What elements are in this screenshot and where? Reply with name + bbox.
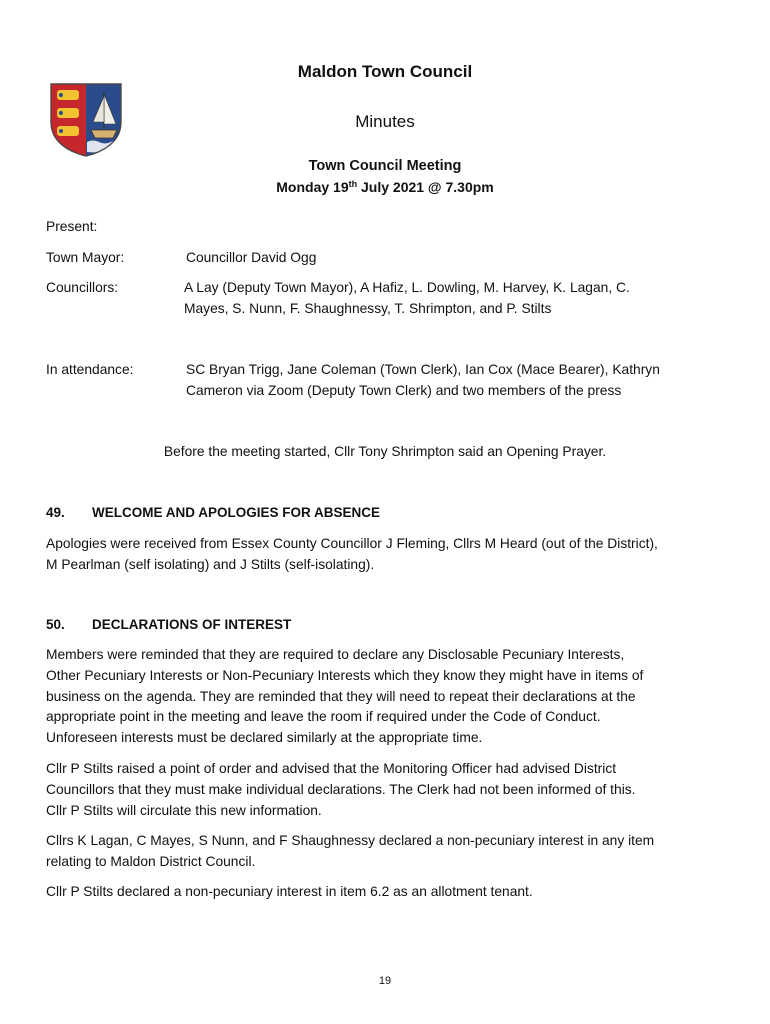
section-49-line: M Pearlman (self isolating) and J Stilts (self-isolating).: [46, 556, 375, 572]
section-49-number: 49.: [46, 505, 65, 520]
council-name: Maldon Town Council: [297, 62, 473, 81]
paragraph-line: Cllr P Stilts declared a non-pecuniary interest in item 6.2 as an allotment tenant.: [46, 884, 533, 899]
councillors-line-2: Mayes, S. Nunn, F. Shaughnessy, T. Shrimpton, and P. Stilts: [184, 301, 552, 316]
meeting-date: [0, 179, 770, 195]
document-type: Minutes: [355, 112, 415, 131]
paragraph-line: Unforeseen interests must be declared similarly at the appropriate time.: [46, 730, 483, 746]
meeting-date-rest: July 2021 @ 7.30pm: [357, 179, 494, 195]
in-attendance-line-1: SC Bryan Trigg, Jane Coleman (Town Clerk), Ian Cox (Mace Bearer), Kathryn: [186, 362, 660, 377]
section-50-number: 50.: [46, 617, 65, 632]
mayor-label: Town Mayor:: [46, 250, 125, 265]
paragraph-line: Cllrs K Lagan, C Mayes, S Nunn, and F Shaughnessy declared a non-pecuniary interest in any item: [46, 833, 655, 848]
paragraph-line: business on the agenda. They are reminded that they will need to repeat their declarations at the: [46, 688, 636, 704]
in-attendance-line-2: Cameron via Zoom (Deputy Town Clerk) and two members of the press: [186, 383, 622, 398]
section-49-title: WELCOME AND APOLOGIES FOR ABSENCE: [92, 505, 381, 520]
section-50-paragraph-2: [46, 759, 736, 821]
present-label: Present:: [46, 219, 98, 234]
meeting-date-prefix: Monday 19: [276, 179, 349, 195]
paragraph-line: Cllr P Stilts will circulate this new information.: [46, 802, 322, 818]
paragraph-line: relating to Maldon District Council.: [46, 853, 256, 869]
opening-prayer-note: Before the meeting started, Cllr Tony Shrimpton said an Opening Prayer.: [163, 444, 607, 459]
section-50-paragraph-3: [46, 831, 736, 873]
meeting-title: Town Council Meeting: [308, 158, 462, 174]
paragraph-line: Other Pecuniary Interests or Non-Pecuniary Interests which they know they might have in items of: [46, 667, 644, 683]
section-50-paragraph-1: [46, 645, 736, 749]
councillors-line-1: A Lay (Deputy Town Mayor), A Hafiz, L. Dowling, M. Harvey, K. Lagan, C.: [184, 280, 630, 295]
section-49-body: [46, 534, 736, 576]
meeting-date-ordinal: th: [348, 179, 358, 189]
councillors-label: Councillors:: [46, 280, 119, 295]
section-49-line: Apologies were received from Essex County Councillor J Fleming, Cllrs M Heard (out of the District),: [46, 536, 658, 551]
section-50-title: DECLARATIONS OF INTEREST: [92, 617, 292, 632]
paragraph-line: Councillors that they must make individual declarations. The Clerk had not been informed of this.: [46, 781, 636, 797]
in-attendance-label: In attendance:: [46, 362, 134, 377]
paragraph-line: Members were reminded that they are required to declare any Disclosable Pecuniary Interests,: [46, 647, 625, 662]
paragraph-line: Cllr P Stilts raised a point of order and advised that the Monitoring Officer had advised District: [46, 761, 617, 776]
mayor-value: Councillor David Ogg: [186, 250, 317, 265]
section-50-paragraph-4: [46, 882, 736, 903]
page-number: 19: [378, 975, 392, 987]
paragraph-line: appropriate point in the meeting and leave the room if required under the Code of Conduct.: [46, 709, 601, 725]
